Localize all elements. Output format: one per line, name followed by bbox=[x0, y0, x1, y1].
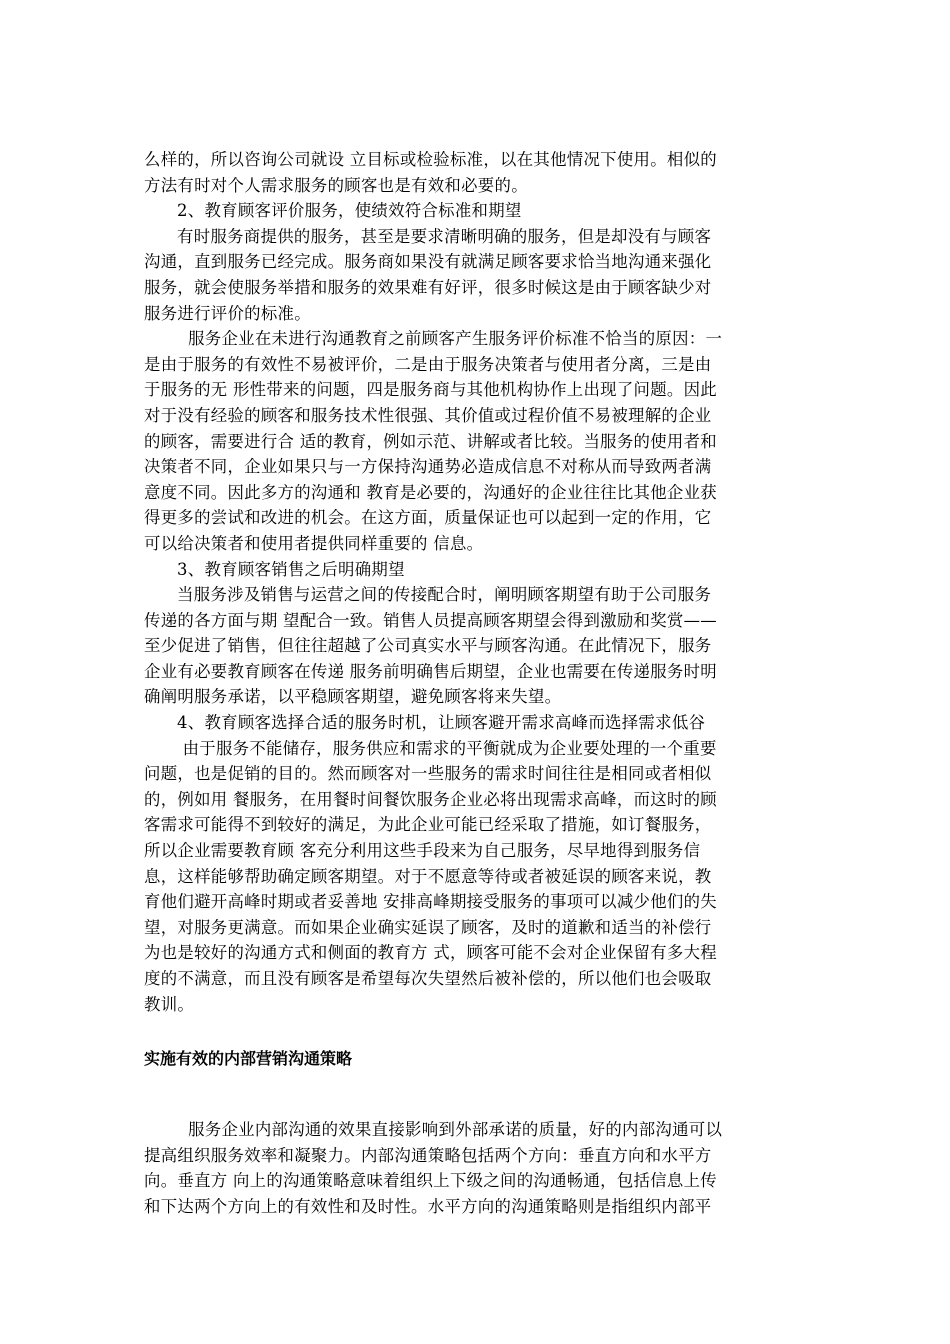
text-line: 望，对服务更满意。而如果企业确实延误了顾客，及时的道歉和适当的补偿行 bbox=[144, 917, 712, 937]
body-text-bottom bbox=[144, 1117, 814, 1219]
text-line: 服务，就会使服务举措和服务的效果难有好评，很多时候这是由于顾客缺少对 bbox=[144, 277, 712, 297]
text-line: 沟通，直到服务已经完成。服务商如果没有就满足顾客要求恰当地沟通来强化 bbox=[144, 252, 712, 272]
text-line: 向。垂直方 向上的沟通策略意味着组织上下级之间的沟通畅通，包括信息上传 bbox=[144, 1171, 717, 1191]
text-line: 客需求可能得不到较好的满足，为此企业可能已经采取了措施，如订餐服务， bbox=[144, 815, 712, 835]
text-line: 企业有必要教育顾客在传递 服务前明确售后期望，企业也需要在传递服务时明 bbox=[144, 661, 717, 681]
text-line: 服务企业在未进行沟通教育之前顾客产生服务评价标准不恰当的原因：一 bbox=[144, 329, 723, 349]
section-heading-wrap bbox=[144, 1047, 814, 1071]
text-line: 由于服务不能储存，服务供应和需求的平衡就成为企业要处理的一个重要 bbox=[144, 738, 717, 758]
text-line: 育他们避开高峰时期或者妥善地 安排高峰期接受服务的事项可以减少他们的失 bbox=[144, 892, 717, 912]
text-line: 得更多的尝试和改进的机会。在这方面，质量保证也可以起到一定的作用，它 bbox=[144, 508, 712, 528]
text-line: 至少促进了销售，但往往超越了公司真实水平与顾客沟通。在此情况下，服务 bbox=[144, 636, 712, 656]
text-line: 传递的各方面与期 望配合一致。销售人员提高顾客期望会得到激励和奖赏—— bbox=[144, 610, 717, 630]
text-line: 提高组织服务效率和凝聚力。内部沟通策略包括两个方向：垂直方向和水平方 bbox=[144, 1145, 712, 1165]
text-line: 可以给决策者和使用者提供同样重要的 信息。 bbox=[144, 533, 484, 553]
body-text-top bbox=[144, 147, 814, 1017]
text-line: 4、教育顾客选择合适的服务时机，让顾客避开需求高峰而选择需求低谷 bbox=[144, 713, 706, 733]
text-line: 问题，也是促销的目的。然而顾客对一些服务的需求时间往往是相同或者相似 bbox=[144, 764, 712, 784]
text-line: 决策者不同，企业如果只与一方保持沟通势必造成信息不对称从而导致两者满 bbox=[144, 457, 712, 477]
text-line: 对于没有经验的顾客和服务技术性很强、其价值或过程价值不易被理解的企业 bbox=[144, 405, 712, 425]
section-heading: 实施有效的内部营销沟通策略 bbox=[144, 1049, 353, 1068]
text-line: 么样的，所以咨询公司就设 立目标或检验标准，以在其他情况下使用。相似的 bbox=[144, 150, 717, 169]
text-line: 服务进行评价的标准。 bbox=[144, 303, 311, 323]
text-line: 3、教育顾客销售之后明确期望 bbox=[144, 559, 405, 579]
text-line: 是由于服务的有效性不易被评价，二是由于服务决策者与使用者分离，三是由 bbox=[144, 354, 712, 374]
document-page bbox=[144, 147, 814, 1017]
text-line: 方法有时对个人需求服务的顾客也是有效和必要的。 bbox=[144, 175, 528, 195]
text-line: 意度不同。因此多方的沟通和 教育是必要的，沟通好的企业往往比其他企业获 bbox=[144, 482, 717, 502]
text-line: 息，这样能够帮助确定顾客期望。对于不愿意等待或者被延误的顾客来说，教 bbox=[144, 866, 712, 886]
body-text-bottom-wrap bbox=[144, 1117, 814, 1219]
text-line: 度的不满意，而且没有顾客是希望每次失望然后被补偿的，所以他们也会吸取 bbox=[144, 969, 712, 988]
text-line: 有时服务商提供的服务，甚至是要求清晰明确的服务，但是却没有与顾客 bbox=[144, 226, 712, 246]
text-line: 和下达两个方向上的有效性和及时性。水平方向的沟通策略则是指组织内部平 bbox=[144, 1196, 712, 1216]
text-line: 当服务涉及销售与运营之间的传接配合时，阐明顾客期望有助于公司服务 bbox=[144, 585, 712, 605]
text-line: 的，例如用 餐服务，在用餐时间餐饮服务企业必将出现需求高峰，而这时的顾 bbox=[144, 789, 717, 809]
text-line: 的顾客，需要进行合 适的教育，例如示范、讲解或者比较。当服务的使用者和 bbox=[144, 431, 717, 451]
text-line: 服务企业内部沟通的效果直接影响到外部承诺的质量，好的内部沟通可以 bbox=[144, 1120, 723, 1139]
text-line: 于服务的无 形性带来的问题，四是服务商与其他机构协作上出现了问题。因此 bbox=[144, 380, 717, 400]
text-line: 所以企业需要教育顾 客充分利用这些手段来为自己服务，尽早地得到服务信 bbox=[144, 841, 701, 861]
text-line: 教训。 bbox=[144, 994, 195, 1014]
text-line: 2、教育顾客评价服务，使绩效符合标准和期望 bbox=[144, 201, 522, 221]
text-line: 为也是较好的沟通方式和侧面的教育方 式，顾客可能不会对企业保留有多大程 bbox=[144, 943, 717, 963]
text-line: 确阐明服务承诺，以平稳顾客期望，避免顾客将来失望。 bbox=[144, 687, 562, 707]
